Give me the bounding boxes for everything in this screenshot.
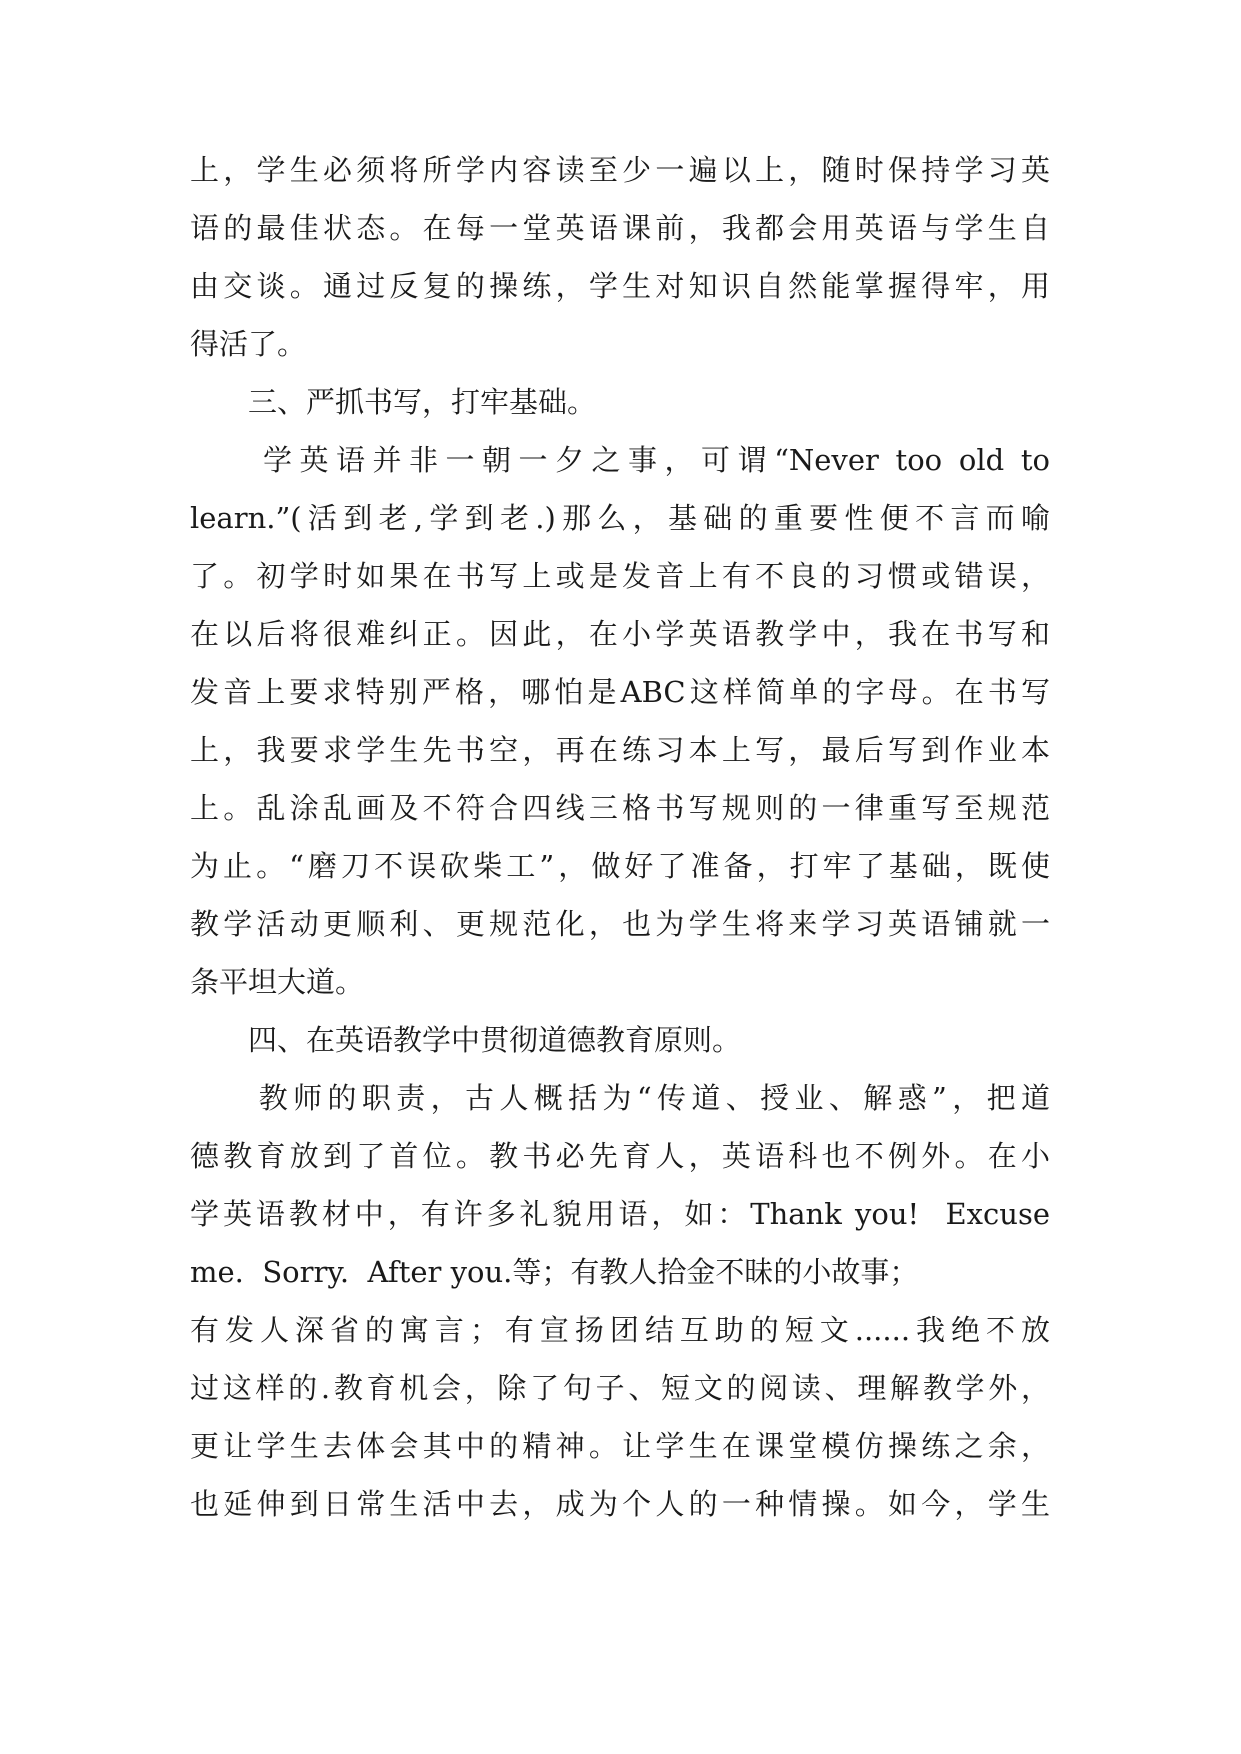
text-line: 为止。“磨刀不误砍柴工”，做好了准备，打牢了基础，既使 bbox=[190, 849, 1050, 883]
section-heading: 三、严抓书写，打牢基础。 bbox=[190, 385, 597, 419]
text-line: learn.”(活到老,学到老.)那么，基础的重要性便不言而喻 bbox=[190, 501, 1050, 535]
text-line: 由交谈。通过反复的操练，学生对知识自然能掌握得牢，用 bbox=[190, 269, 1050, 303]
text-line: 也延伸到日常生活中去，成为个人的一种情操。如今，学生 bbox=[190, 1487, 1050, 1521]
text-line: 过这样的.教育机会，除了句子、短文的阅读、理解教学外， bbox=[190, 1371, 1050, 1405]
text-line: 条平坦大道。 bbox=[190, 965, 365, 999]
text-line: 了。初学时如果在书写上或是发音上有不良的习惯或错误， bbox=[190, 559, 1050, 593]
text-line: 更让学生去体会其中的精神。让学生在课堂模仿操练之余， bbox=[190, 1429, 1050, 1463]
text-line: 上，学生必须将所学内容读至少一遍以上，随时保持学习英 bbox=[190, 153, 1050, 187]
text-line: 教师的职责，古人概括为“传道、授业、解惑”，把道 bbox=[190, 1081, 1050, 1115]
text-line: 语的最佳状态。在每一堂英语课前，我都会用英语与学生自 bbox=[190, 211, 1050, 245]
text-line: 有发人深省的寓言；有宣扬团结互助的短文......我绝不放 bbox=[190, 1313, 1050, 1347]
text-line: 在以后将很难纠正。因此，在小学英语教学中，我在书写和 bbox=[190, 617, 1050, 651]
text-line: 上。乱涂乱画及不符合四线三格书写规则的一律重写至规范 bbox=[190, 791, 1050, 825]
text-line: 德教育放到了首位。教书必先育人，英语科也不例外。在小 bbox=[190, 1139, 1050, 1173]
text-line: 教学活动更顺利、更规范化，也为学生将来学习英语铺就一 bbox=[190, 907, 1050, 941]
text-line: 得活了。 bbox=[190, 327, 307, 361]
text-line: 上，我要求学生先书空，再在练习本上写，最后写到作业本 bbox=[190, 733, 1050, 767]
text-line: 学英语并非一朝一夕之事，可谓“Never too old to bbox=[190, 443, 1050, 477]
text-line: 学英语教材中，有许多礼貌用语，如：Thank you! Excuse bbox=[190, 1197, 1050, 1231]
text-line: 发音上要求特别严格，哪怕是ABC这样简单的字母。在书写 bbox=[190, 675, 1050, 709]
text-line: me. Sorry. After you.等；有教人拾金不昧的小故事； bbox=[190, 1255, 919, 1289]
section-heading: 四、在英语教学中贯彻道德教育原则。 bbox=[190, 1023, 742, 1057]
